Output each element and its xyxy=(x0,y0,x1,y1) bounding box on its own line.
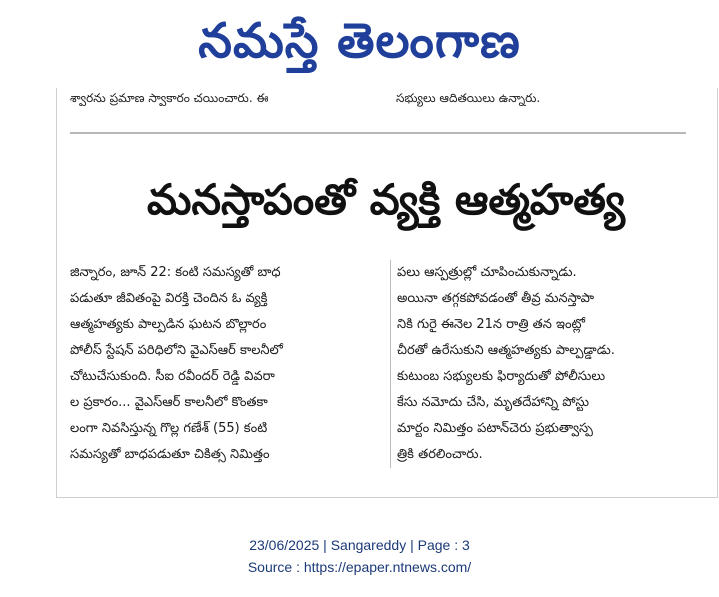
previous-article-left-tail: శ్వారను ప్రమాణ స్వాకారం చయించారు. ఈ xyxy=(70,91,269,105)
article-line: మార్టం నిమిత్తం పటాన్‌చెరు ప్రభుత్వాస్ప xyxy=(397,421,593,436)
article-line: కేసు నమోదు చేసి, మృతదేహాన్ని పోస్టు xyxy=(397,395,590,410)
article-line: పలు ఆస్పత్రుల్లో చూపించుకున్నాడు. xyxy=(397,265,577,280)
article-line: అయినా తగ్గకపోవడంతో తీవ్ర మనస్తాపా xyxy=(397,291,594,306)
article-column-right xyxy=(390,260,695,468)
news-clipping xyxy=(56,88,719,498)
footer-date-edition-page: 23/06/2025 | Sangareddy | Page : 3 xyxy=(249,537,470,553)
masthead-title: నమస్తే తెలంగాణ xyxy=(198,13,521,69)
section-divider xyxy=(70,132,686,134)
article-line: చీరతో ఉరేసుకుని ఆత్మహత్యకు పాల్పడ్డాడు. xyxy=(397,343,615,358)
article-line: చోటుచేసుకుంది. సీఐ రవీందర్ రెడ్డి వివరా xyxy=(70,369,275,384)
article-line: పడుతూ జీవితంపై విరక్తి చెందిన ఓ వ్యక్తి xyxy=(70,291,268,306)
article-line: నికి గురై ఈనెల 21న రాత్రి తన ఇంట్లో xyxy=(397,317,586,332)
article-line: సమస్యతో బాధపడుతూ చికిత్స నిమిత్తం xyxy=(70,447,270,462)
article-column-left xyxy=(70,260,370,468)
article-line: ఆత్మహత్యకు పాల్పడిన ఘటన బొల్లారం xyxy=(70,317,267,332)
article-line: ల ప్రకారం... వైఎస్ఆర్ కాలనీలో కొంతకా xyxy=(70,395,268,410)
article-line: లంగా నివసిస్తున్న గొల్ల గణేశ్ (55) కంటి xyxy=(70,421,268,436)
article-line: జిన్నారం, జూన్ 22: కంటి సమస్యతో బాధ xyxy=(70,265,281,280)
clipping-border-left xyxy=(56,88,57,498)
article-line: కుటుంబ సభ్యులకు ఫిర్యాదుతో పోలీసులు xyxy=(397,369,606,384)
article-line: పోలీస్ స్టేషన్ పరిధిలోని వైఎస్ఆర్ కాలనీలో xyxy=(70,343,283,358)
article-headline: మనస్తాపంతో వ్యక్తి ఆత్మహత్య xyxy=(147,175,625,224)
footer-source-link[interactable]: Source : https://epaper.ntnews.com/ xyxy=(247,559,472,575)
article-line: త్రికి తరలించారు. xyxy=(397,447,483,462)
clipping-border-right xyxy=(717,88,718,498)
clipping-border-bottom xyxy=(56,497,718,498)
previous-article-right-tail: సభ్యులు ఆదితయిలు ఉన్నారు. xyxy=(396,91,541,105)
